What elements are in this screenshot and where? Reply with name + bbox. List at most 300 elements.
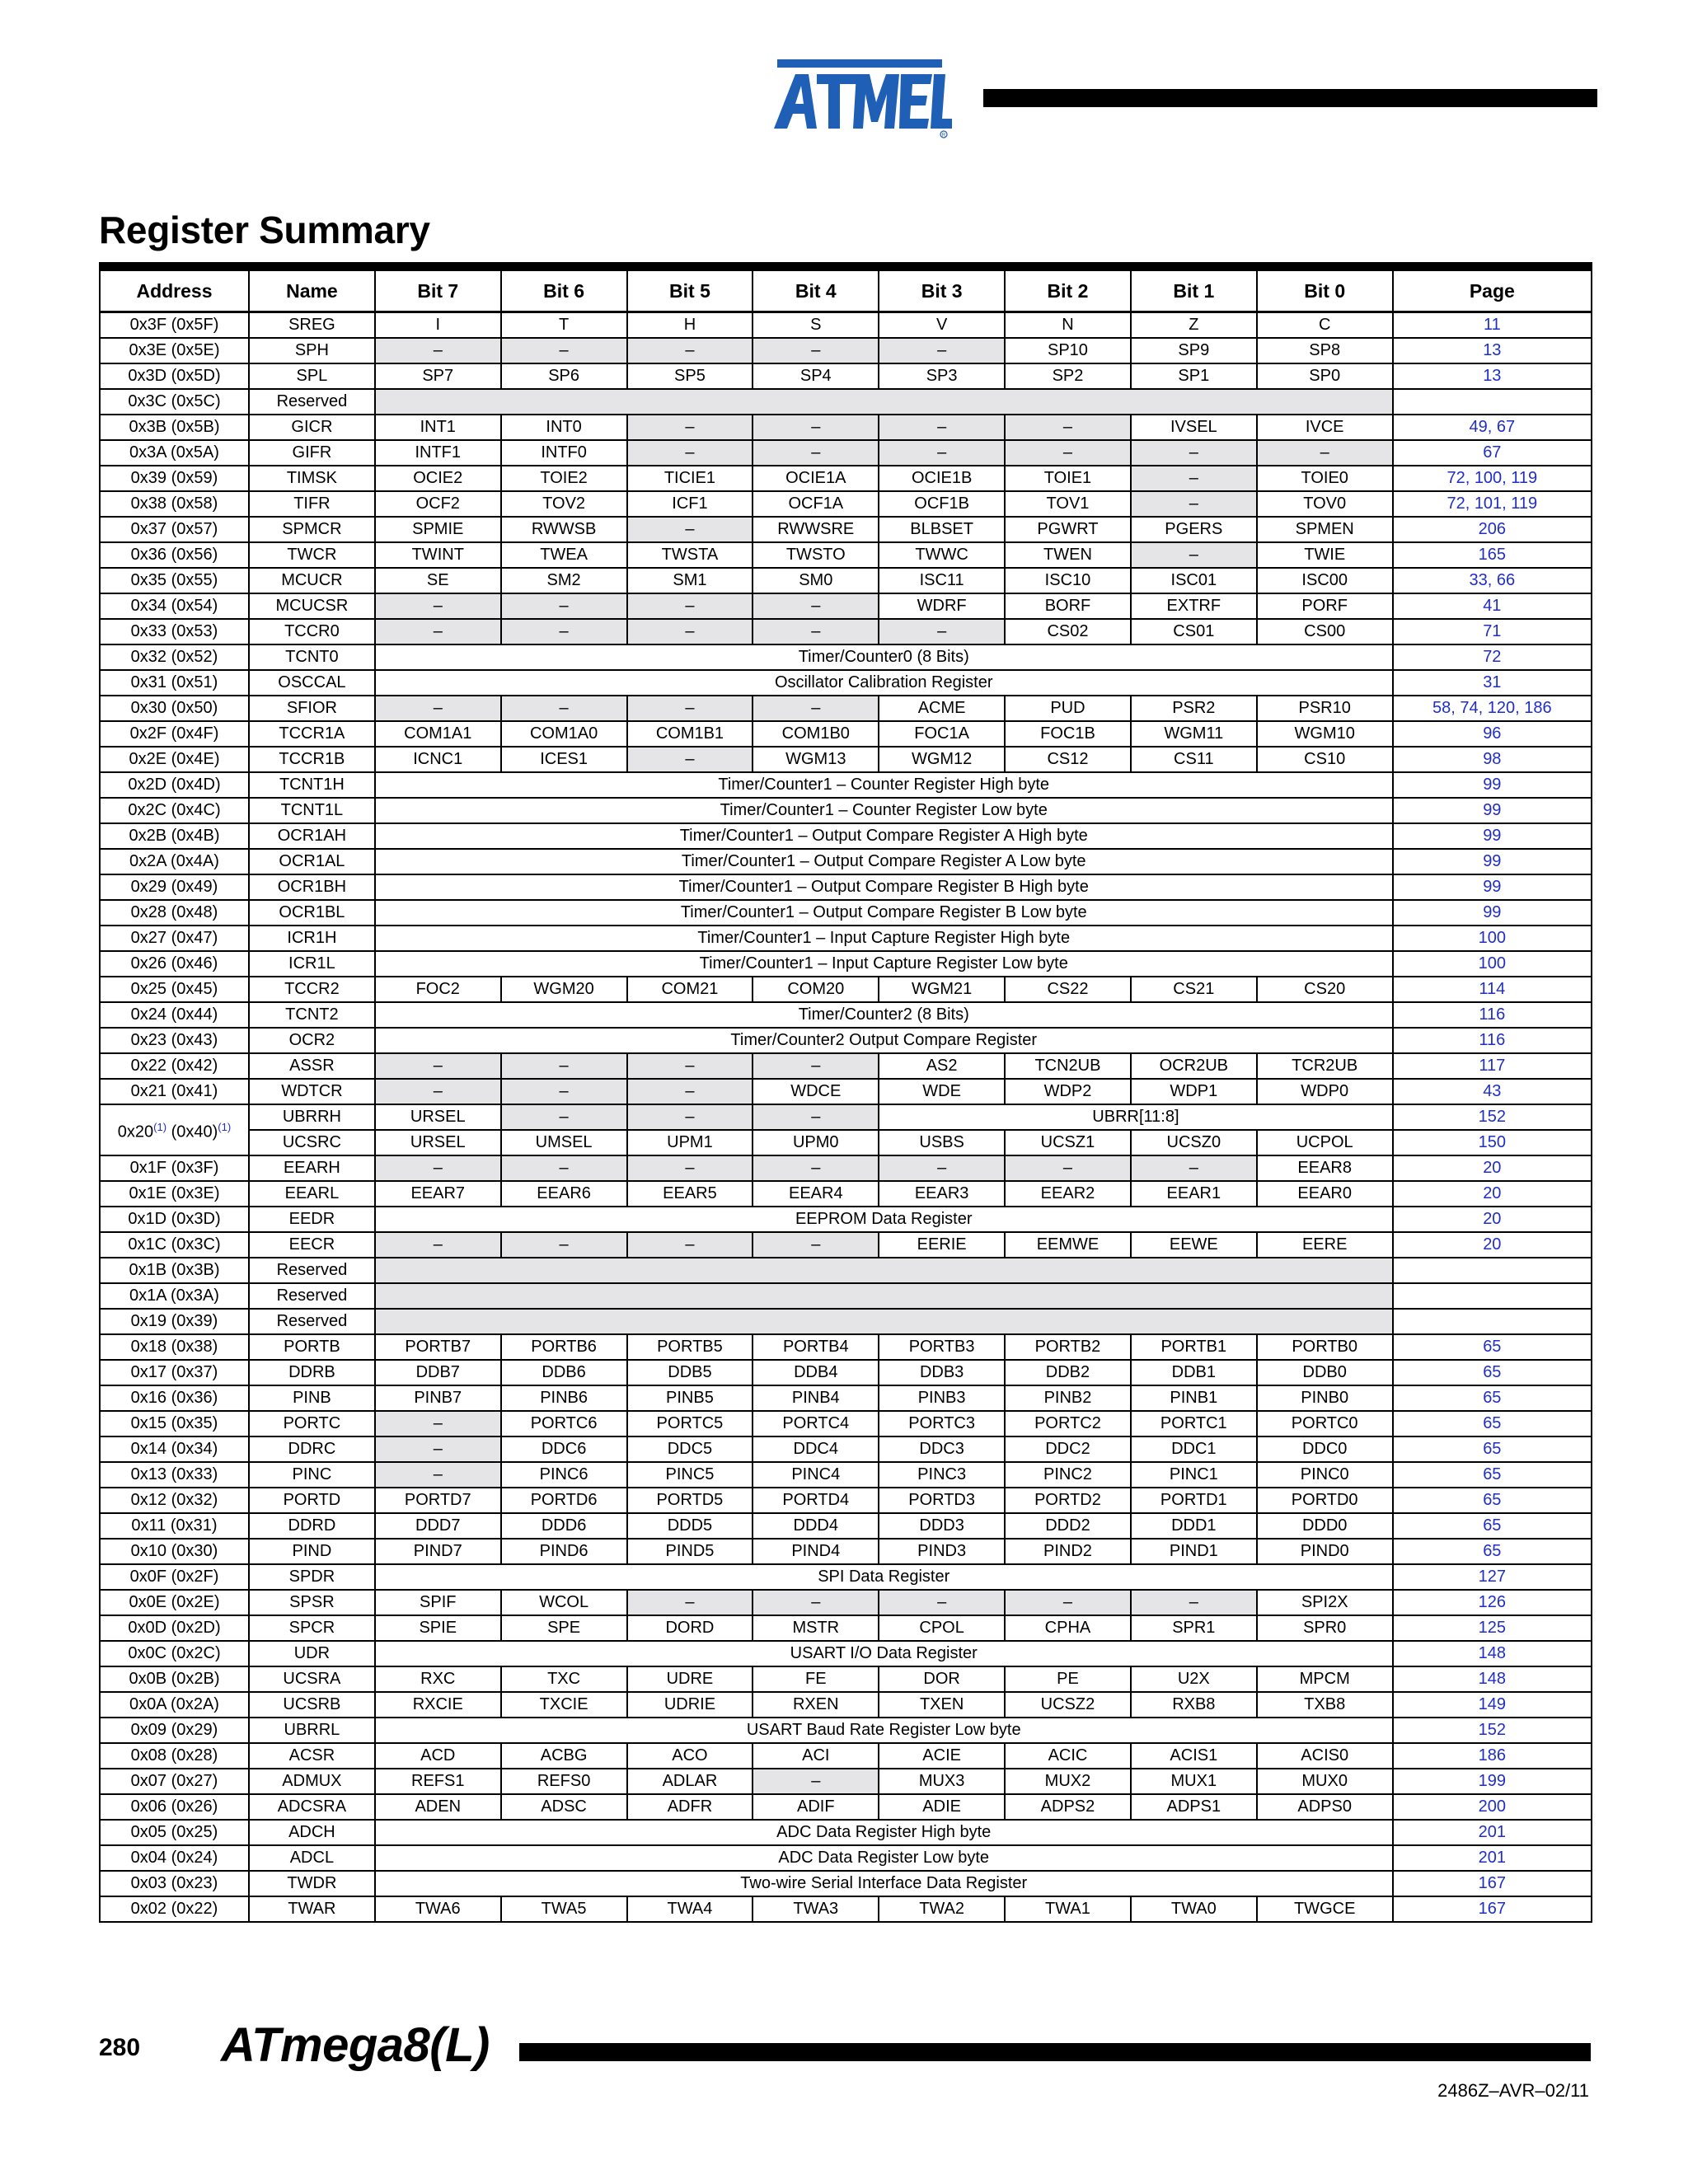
register-name: SPMCR xyxy=(249,517,375,542)
bit-cell: – xyxy=(753,1053,879,1079)
bit-cell: DDD3 xyxy=(879,1513,1005,1539)
table-row xyxy=(100,312,1592,339)
bit-cell: SPMEN xyxy=(1257,517,1393,542)
table-row xyxy=(100,1283,1592,1309)
bit-cell: – xyxy=(627,593,753,619)
bit-cell: DDD5 xyxy=(627,1513,753,1539)
register-address: 0x2B (0x4B) xyxy=(100,823,249,849)
bit-cell: PORTD7 xyxy=(375,1488,501,1513)
page-link[interactable]: 99 xyxy=(1393,772,1592,798)
page-link[interactable]: 127 xyxy=(1393,1564,1592,1590)
bit-cell: OCF1A xyxy=(753,491,879,517)
bit-cell: PORTB0 xyxy=(1257,1334,1393,1360)
bit-cell: WDP1 xyxy=(1131,1079,1257,1104)
bit-cell: – xyxy=(627,338,753,363)
register-name: UCSRB xyxy=(249,1692,375,1718)
table-row xyxy=(100,568,1592,593)
register-description: UBRR[11:8] xyxy=(879,1104,1392,1130)
page-link[interactable]: 150 xyxy=(1393,1130,1592,1155)
register-name: SFIOR xyxy=(249,696,375,721)
bit-cell: ACME xyxy=(879,696,1005,721)
bit-cell: BORF xyxy=(1005,593,1131,619)
register-address: 0x2D (0x4D) xyxy=(100,772,249,798)
bit-cell: TWINT xyxy=(375,542,501,568)
register-summary-table xyxy=(99,269,1592,1923)
table-row xyxy=(100,747,1592,772)
bit-cell: PE xyxy=(1005,1666,1131,1692)
page-link[interactable]: 65 xyxy=(1393,1488,1592,1513)
register-name: TCCR2 xyxy=(249,977,375,1002)
page-cell xyxy=(1393,1309,1592,1334)
bit-cell: WGM12 xyxy=(879,747,1005,772)
register-name: Reserved xyxy=(249,1258,375,1283)
bit-cell: INT0 xyxy=(501,415,627,440)
bit-cell: CS00 xyxy=(1257,619,1393,644)
register-address: 0x04 (0x24) xyxy=(100,1845,249,1871)
page-link[interactable]: 99 xyxy=(1393,823,1592,849)
bit-cell: TWEA xyxy=(501,542,627,568)
bit-cell: – xyxy=(879,1155,1005,1181)
register-description: USART I/O Data Register xyxy=(375,1641,1393,1666)
page-link[interactable]: 98 xyxy=(1393,747,1592,772)
bit-cell: TCR2UB xyxy=(1257,1053,1393,1079)
bit-cell: PORTC5 xyxy=(627,1411,753,1436)
register-address: 0x10 (0x30) xyxy=(100,1539,249,1564)
page-link[interactable]: 200 xyxy=(1393,1794,1592,1820)
bit-cell: CPHA xyxy=(1005,1615,1131,1641)
bit-cell: MUX1 xyxy=(1131,1769,1257,1794)
bit-cell: – xyxy=(1005,1590,1131,1615)
register-address: 0x12 (0x32) xyxy=(100,1488,249,1513)
bit-cell: – xyxy=(375,696,501,721)
bit-cell: ACIC xyxy=(1005,1743,1131,1769)
page-link[interactable]: 165 xyxy=(1393,542,1592,568)
bit-cell: – xyxy=(1005,415,1131,440)
table-row xyxy=(100,517,1592,542)
register-name: TWDR xyxy=(249,1871,375,1896)
page-link[interactable]: 99 xyxy=(1393,900,1592,926)
page-link[interactable]: 114 xyxy=(1393,977,1592,1002)
bit-cell: ACBG xyxy=(501,1743,627,1769)
register-description: Timer/Counter2 (8 Bits) xyxy=(375,1002,1393,1028)
register-name: ASSR xyxy=(249,1053,375,1079)
page-link[interactable]: 100 xyxy=(1393,951,1592,977)
page-link[interactable]: 100 xyxy=(1393,926,1592,951)
page-link[interactable]: 72, 101, 119 xyxy=(1393,491,1592,517)
bit-cell: SP8 xyxy=(1257,338,1393,363)
bit-cell: – xyxy=(501,696,627,721)
bit-cell: PORTD4 xyxy=(753,1488,879,1513)
table-row xyxy=(100,1385,1592,1411)
register-name: SPCR xyxy=(249,1615,375,1641)
register-address: 0x02 (0x22) xyxy=(100,1896,249,1922)
page-link[interactable]: 65 xyxy=(1393,1411,1592,1436)
table-row xyxy=(100,466,1592,491)
bit-cell: PINB4 xyxy=(753,1385,879,1411)
table-row xyxy=(100,593,1592,619)
bit-cell: ISC10 xyxy=(1005,568,1131,593)
register-description: SPI Data Register xyxy=(375,1564,1393,1590)
bit-cell: CS01 xyxy=(1131,619,1257,644)
bit-cell: TCN2UB xyxy=(1005,1053,1131,1079)
footnote-ref[interactable]: (1) xyxy=(153,1121,167,1134)
bit-cell: ADEN xyxy=(375,1794,501,1820)
register-address: 0x3E (0x5E) xyxy=(100,338,249,363)
page-link[interactable]: 20 xyxy=(1393,1155,1592,1181)
register-address: 0x36 (0x56) xyxy=(100,542,249,568)
page-link[interactable]: 149 xyxy=(1393,1692,1592,1718)
register-address: 0x3C (0x5C) xyxy=(100,389,249,415)
register-name: SPSR xyxy=(249,1590,375,1615)
bit-cell: PGWRT xyxy=(1005,517,1131,542)
page-link[interactable]: 65 xyxy=(1393,1385,1592,1411)
page-link[interactable]: 65 xyxy=(1393,1334,1592,1360)
bit-cell: PIND4 xyxy=(753,1539,879,1564)
page-link[interactable]: 65 xyxy=(1393,1436,1592,1462)
bit-cell: – xyxy=(753,619,879,644)
bit-cell: C xyxy=(1257,312,1393,339)
bit-cell: WCOL xyxy=(501,1590,627,1615)
register-address: 0x05 (0x25) xyxy=(100,1820,249,1845)
table-row xyxy=(100,798,1592,823)
table-row xyxy=(100,926,1592,951)
bit-cell: TOIE2 xyxy=(501,466,627,491)
bit-cell: WDP2 xyxy=(1005,1079,1131,1104)
bit-cell: TOIE0 xyxy=(1257,466,1393,491)
bit-cell: – xyxy=(1131,1155,1257,1181)
bit-cell: PORTB5 xyxy=(627,1334,753,1360)
bit-cell: SP0 xyxy=(1257,363,1393,389)
table-row xyxy=(100,1309,1592,1334)
page-link[interactable]: 20 xyxy=(1393,1232,1592,1258)
table-row xyxy=(100,1590,1592,1615)
page-number: 280 xyxy=(99,2034,141,2061)
table-row xyxy=(100,1666,1592,1692)
page-link[interactable]: 65 xyxy=(1393,1360,1592,1385)
table-row xyxy=(100,1718,1592,1743)
bit-cell: – xyxy=(501,1232,627,1258)
table-row xyxy=(100,440,1592,466)
register-address: 0x39 (0x59) xyxy=(100,466,249,491)
bit-cell: S xyxy=(753,312,879,339)
bit-cell: MUX0 xyxy=(1257,1769,1393,1794)
page-link[interactable]: 43 xyxy=(1393,1079,1592,1104)
register-address: 0x37 (0x57) xyxy=(100,517,249,542)
page-cell xyxy=(1393,1258,1592,1283)
table-row xyxy=(100,849,1592,874)
register-name: ADCH xyxy=(249,1820,375,1845)
bit-cell: ISC00 xyxy=(1257,568,1393,593)
register-address: 0x28 (0x48) xyxy=(100,900,249,926)
bit-cell: – xyxy=(753,440,879,466)
register-name: MCUCSR xyxy=(249,593,375,619)
page-link[interactable]: 125 xyxy=(1393,1615,1592,1641)
register-address: 0x14 (0x34) xyxy=(100,1436,249,1462)
bit-cell: EXTRF xyxy=(1131,593,1257,619)
bit-cell: PSR2 xyxy=(1131,696,1257,721)
register-name: ADCSRA xyxy=(249,1794,375,1820)
bit-cell: WDCE xyxy=(753,1079,879,1104)
register-address: 0x0E (0x2E) xyxy=(100,1590,249,1615)
bit-cell: COM1A1 xyxy=(375,721,501,747)
register-address: 0x17 (0x37) xyxy=(100,1360,249,1385)
page-link[interactable]: 49, 67 xyxy=(1393,415,1592,440)
bit-cell: INTF0 xyxy=(501,440,627,466)
page-link[interactable]: 99 xyxy=(1393,798,1592,823)
table-row xyxy=(100,1207,1592,1232)
register-name: WDTCR xyxy=(249,1079,375,1104)
register-address: 0x1C (0x3C) xyxy=(100,1232,249,1258)
bit-cell: EEAR2 xyxy=(1005,1181,1131,1207)
page-link[interactable]: 13 xyxy=(1393,363,1592,389)
register-address: 0x16 (0x36) xyxy=(100,1385,249,1411)
page-link[interactable]: 201 xyxy=(1393,1845,1592,1871)
bit-cell: TWA4 xyxy=(627,1896,753,1922)
bit-cell: TWA5 xyxy=(501,1896,627,1922)
column-header: Bit 1 xyxy=(1131,270,1257,312)
page-link[interactable]: 148 xyxy=(1393,1641,1592,1666)
register-name: TCCR0 xyxy=(249,619,375,644)
bit-cell: COM21 xyxy=(627,977,753,1002)
page-link[interactable]: 20 xyxy=(1393,1181,1592,1207)
register-address: 0x07 (0x27) xyxy=(100,1769,249,1794)
column-header: Bit 0 xyxy=(1257,270,1393,312)
bit-cell: PINB1 xyxy=(1131,1385,1257,1411)
bit-cell: SM0 xyxy=(753,568,879,593)
bit-cell: PIND6 xyxy=(501,1539,627,1564)
bit-cell: ADPS2 xyxy=(1005,1794,1131,1820)
page-link[interactable]: 167 xyxy=(1393,1896,1592,1922)
page-link[interactable]: 58, 74, 120, 186 xyxy=(1393,696,1592,721)
bit-cell: COM1A0 xyxy=(501,721,627,747)
column-header: Address xyxy=(100,270,249,312)
page-link[interactable]: 186 xyxy=(1393,1743,1592,1769)
page-link[interactable]: 152 xyxy=(1393,1718,1592,1743)
table-row xyxy=(100,1334,1592,1360)
register-address: 0x3D (0x5D) xyxy=(100,363,249,389)
bit-cell: TWWC xyxy=(879,542,1005,568)
page-link[interactable]: 67 xyxy=(1393,440,1592,466)
bit-cell: COM1B0 xyxy=(753,721,879,747)
bit-cell: EEAR1 xyxy=(1131,1181,1257,1207)
bit-cell: ADLAR xyxy=(627,1769,753,1794)
page-link[interactable]: 71 xyxy=(1393,619,1592,644)
register-address: 0x06 (0x26) xyxy=(100,1794,249,1820)
bit-cell: PINC1 xyxy=(1131,1462,1257,1488)
bit-cell: CS21 xyxy=(1131,977,1257,1002)
register-name: ACSR xyxy=(249,1743,375,1769)
page-link[interactable]: 11 xyxy=(1393,312,1592,339)
register-address: 0x0B (0x2B) xyxy=(100,1666,249,1692)
bit-cell: ISC11 xyxy=(879,568,1005,593)
register-name: TCNT0 xyxy=(249,644,375,670)
bit-cell: EEAR0 xyxy=(1257,1181,1393,1207)
bit-cell: PORTB6 xyxy=(501,1334,627,1360)
bit-cell: – xyxy=(627,517,753,542)
bit-cell: – xyxy=(753,1769,879,1794)
bit-cell: TOV2 xyxy=(501,491,627,517)
page-link[interactable]: 65 xyxy=(1393,1462,1592,1488)
bit-cell: SP5 xyxy=(627,363,753,389)
page-link[interactable]: 117 xyxy=(1393,1053,1592,1079)
device-name: ATmega8(L) xyxy=(221,2018,490,2072)
bit-cell: TXB8 xyxy=(1257,1692,1393,1718)
bit-cell: CS20 xyxy=(1257,977,1393,1002)
register-name: TWAR xyxy=(249,1896,375,1922)
bit-cell: PORTD5 xyxy=(627,1488,753,1513)
register-description: Timer/Counter2 Output Compare Register xyxy=(375,1028,1393,1053)
page-link[interactable]: 20 xyxy=(1393,1207,1592,1232)
register-address: 0x03 (0x23) xyxy=(100,1871,249,1896)
register-address: 0x25 (0x45) xyxy=(100,977,249,1002)
column-header: Bit 3 xyxy=(879,270,1005,312)
bit-cell: – xyxy=(627,1590,753,1615)
address-memory: (0x40) xyxy=(166,1122,218,1141)
page-link[interactable]: 199 xyxy=(1393,1769,1592,1794)
bit-cell: EEWE xyxy=(1131,1232,1257,1258)
register-address: 0x26 (0x46) xyxy=(100,951,249,977)
page-link[interactable]: 116 xyxy=(1393,1002,1592,1028)
page-link[interactable]: 65 xyxy=(1393,1513,1592,1539)
bit-cell: UDRIE xyxy=(627,1692,753,1718)
page-link[interactable]: 99 xyxy=(1393,874,1592,900)
bit-cell: EEAR7 xyxy=(375,1181,501,1207)
bit-cell: ACD xyxy=(375,1743,501,1769)
page-link[interactable]: 148 xyxy=(1393,1666,1592,1692)
table-row xyxy=(100,1411,1592,1436)
register-address: 0x29 (0x49) xyxy=(100,874,249,900)
bit-cell: REFS1 xyxy=(375,1769,501,1794)
bit-cell: TXEN xyxy=(879,1692,1005,1718)
table-row xyxy=(100,1896,1592,1922)
page-link[interactable]: 65 xyxy=(1393,1539,1592,1564)
bit-cell: PGERS xyxy=(1131,517,1257,542)
register-description: ADC Data Register Low byte xyxy=(375,1845,1393,1871)
bit-cell: TWEN xyxy=(1005,542,1131,568)
bit-cell: TWSTO xyxy=(753,542,879,568)
bit-cell: WDP0 xyxy=(1257,1079,1393,1104)
bit-cell: MUX2 xyxy=(1005,1769,1131,1794)
table-row xyxy=(100,1641,1592,1666)
bit-cell: PORTD6 xyxy=(501,1488,627,1513)
bit-cell: PORTB4 xyxy=(753,1334,879,1360)
bit-cell: PORTC2 xyxy=(1005,1411,1131,1436)
page-link[interactable]: 152 xyxy=(1393,1104,1592,1130)
bit-cell: PINC0 xyxy=(1257,1462,1393,1488)
register-description: Oscillator Calibration Register xyxy=(375,670,1393,696)
page-link[interactable]: 72 xyxy=(1393,644,1592,670)
page-link[interactable]: 99 xyxy=(1393,849,1592,874)
table-row xyxy=(100,1615,1592,1641)
register-address: 0x1F (0x3F) xyxy=(100,1155,249,1181)
bit-cell: PORTB2 xyxy=(1005,1334,1131,1360)
bit-cell: – xyxy=(501,1104,627,1130)
bit-cell: OCF1B xyxy=(879,491,1005,517)
register-address: 0x19 (0x39) xyxy=(100,1309,249,1334)
bit-cell: PINB6 xyxy=(501,1385,627,1411)
bit-cell: BLBSET xyxy=(879,517,1005,542)
register-name: UBRRH xyxy=(249,1104,375,1130)
address-io: 0x20 xyxy=(117,1122,154,1141)
bit-cell: SP6 xyxy=(501,363,627,389)
bit-cell: ACIE xyxy=(879,1743,1005,1769)
bit-cell: – xyxy=(1131,440,1257,466)
register-name: UCSRA xyxy=(249,1666,375,1692)
page-link[interactable]: 13 xyxy=(1393,338,1592,363)
page-link[interactable]: 126 xyxy=(1393,1590,1592,1615)
register-name: SPDR xyxy=(249,1564,375,1590)
register-address: 0x3F (0x5F) xyxy=(100,312,249,339)
bit-cell: SP1 xyxy=(1131,363,1257,389)
page-link[interactable]: 116 xyxy=(1393,1028,1592,1053)
page-link[interactable]: 167 xyxy=(1393,1871,1592,1896)
page-link[interactable]: 33, 66 xyxy=(1393,568,1592,593)
page-link[interactable]: 96 xyxy=(1393,721,1592,747)
register-name: TIMSK xyxy=(249,466,375,491)
bit-cell: MSTR xyxy=(753,1615,879,1641)
bit-cell: USBS xyxy=(879,1130,1005,1155)
table-row xyxy=(100,1820,1592,1845)
register-address: 0x38 (0x58) xyxy=(100,491,249,517)
bit-cell: SPR0 xyxy=(1257,1615,1393,1641)
bit-cell: – xyxy=(627,619,753,644)
bit-cell: PORF xyxy=(1257,593,1393,619)
table-row xyxy=(100,1002,1592,1028)
register-description: ADC Data Register High byte xyxy=(375,1820,1393,1845)
page-link[interactable]: 206 xyxy=(1393,517,1592,542)
bit-cell: PORTD1 xyxy=(1131,1488,1257,1513)
bit-cell: – xyxy=(501,338,627,363)
register-address: 0x33 (0x53) xyxy=(100,619,249,644)
bit-cell: – xyxy=(879,619,1005,644)
bit-cell: – xyxy=(375,619,501,644)
table-row xyxy=(100,1769,1592,1794)
column-header: Bit 2 xyxy=(1005,270,1131,312)
bit-cell: RXB8 xyxy=(1131,1692,1257,1718)
register-name: SPL xyxy=(249,363,375,389)
column-header: Page xyxy=(1393,270,1592,312)
bit-cell: SP10 xyxy=(1005,338,1131,363)
page-link[interactable]: 201 xyxy=(1393,1820,1592,1845)
bit-cell: – xyxy=(627,1232,753,1258)
reserved-cell xyxy=(375,1309,1393,1334)
bit-cell: DDB6 xyxy=(501,1360,627,1385)
register-address: 0x09 (0x29) xyxy=(100,1718,249,1743)
page-link[interactable]: 41 xyxy=(1393,593,1592,619)
bit-cell: SPE xyxy=(501,1615,627,1641)
bit-cell: EERIE xyxy=(879,1232,1005,1258)
bit-cell: – xyxy=(501,1053,627,1079)
footnote-ref[interactable]: (1) xyxy=(218,1121,232,1134)
bit-cell: ADIF xyxy=(753,1794,879,1820)
page-link[interactable]: 72, 100, 119 xyxy=(1393,466,1592,491)
table-row xyxy=(100,389,1592,415)
bit-cell: DDC0 xyxy=(1257,1436,1393,1462)
table-row xyxy=(100,1028,1592,1053)
bit-cell: INTF1 xyxy=(375,440,501,466)
bit-cell: H xyxy=(627,312,753,339)
register-name: DDRD xyxy=(249,1513,375,1539)
bit-cell: PINB7 xyxy=(375,1385,501,1411)
page-link[interactable]: 31 xyxy=(1393,670,1592,696)
bit-cell: UCSZ1 xyxy=(1005,1130,1131,1155)
register-name: OCR1AL xyxy=(249,849,375,874)
register-description: Timer/Counter1 – Counter Register Low byte xyxy=(375,798,1393,823)
register-name: UBRRL xyxy=(249,1718,375,1743)
table-row xyxy=(100,1743,1592,1769)
bit-cell: CPOL xyxy=(879,1615,1005,1641)
bit-cell: V xyxy=(879,312,1005,339)
